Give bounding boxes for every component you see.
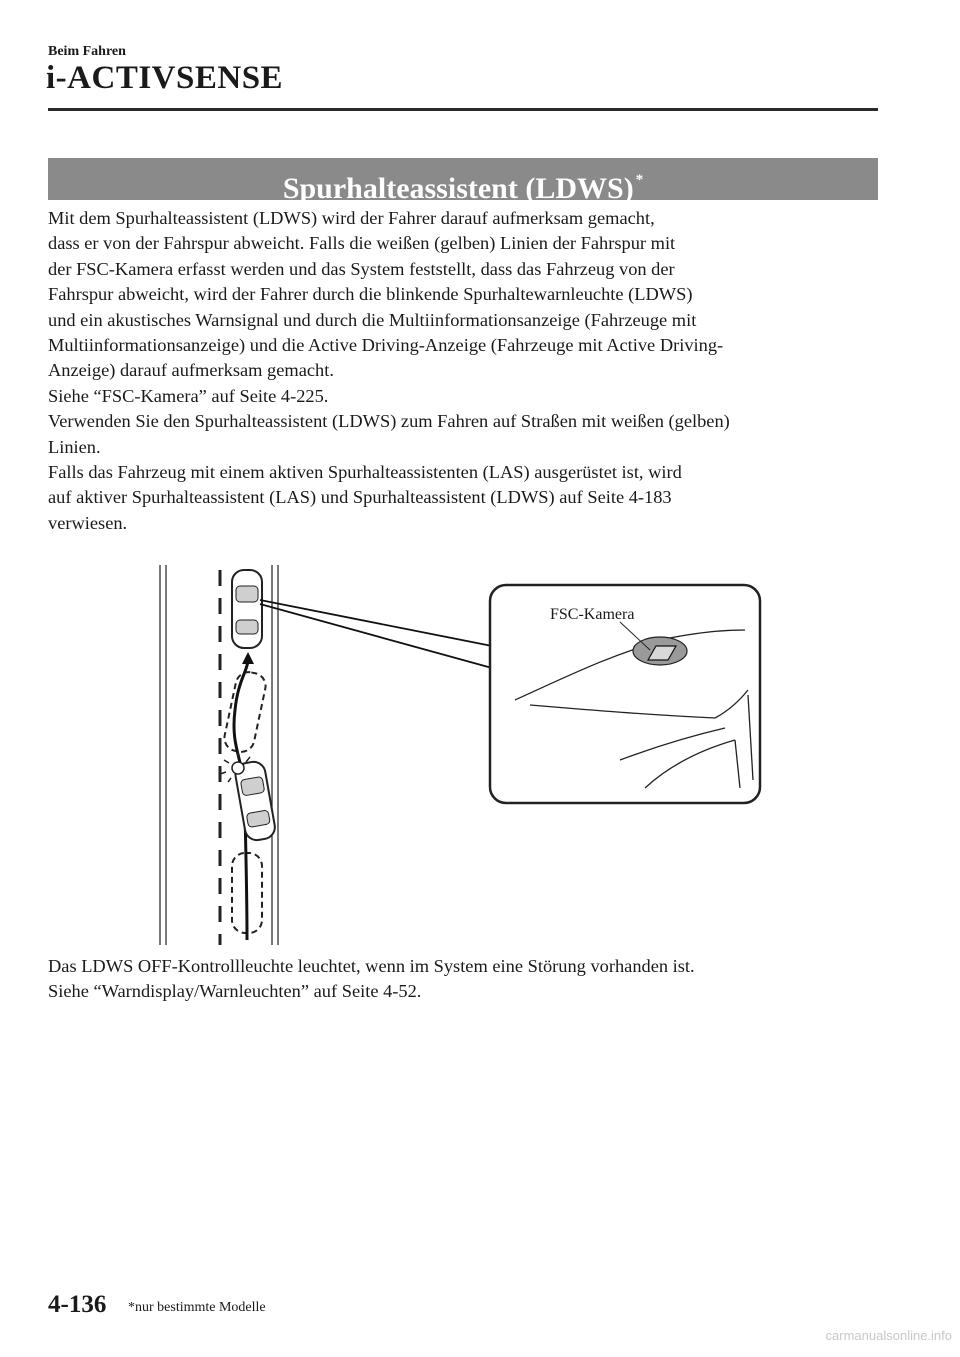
camera-label: FSC-Kamera xyxy=(550,606,635,623)
heading-title: Spurhalteassistent (LDWS) xyxy=(282,172,634,205)
road-edge-left xyxy=(160,565,166,945)
body-line: und ein akustisches Warnsignal und durch die Multiinformationsanzeige (Fahrzeuge mit xyxy=(48,309,697,330)
body-line: der FSC-Kamera erfasst werden und das System feststellt, dass das Fahrzeug von der xyxy=(48,258,675,279)
body-text xyxy=(48,206,893,536)
heading-bar xyxy=(48,158,878,205)
body-line: Falls das Fahrzeug mit einem aktiven Spurhalteassistenten (LAS) ausgerüstet ist, wird xyxy=(48,462,682,483)
body-line: dass er von der Fahrspur abweicht. Falls die weißen (gelben) Linien der Fahrspur mit xyxy=(48,233,676,254)
body-line: Multiinformationsanzeige) und die Active Driving-Anzeige (Fahrzeuge mit Active Driving- xyxy=(48,335,724,356)
note-text xyxy=(48,954,893,1005)
note-line: Das LDWS OFF-Kontrollleuchte leuchtet, wenn im System eine Störung vorhanden ist. xyxy=(48,956,695,976)
vehicle-path-outline xyxy=(222,670,268,754)
body-line: Fahrspur abweicht, wird der Fahrer durch die blinkende Spurhaltewarnleuchte (LDWS) xyxy=(48,284,693,305)
footnote-marker: * xyxy=(635,172,644,188)
camera-pointer-lines xyxy=(260,600,492,668)
body-line: Anzeige) darauf aufmerksam gemacht. xyxy=(48,360,334,381)
page-number: 4-136 xyxy=(48,1291,107,1318)
lane-departure-illustration xyxy=(150,560,770,950)
body-line: verwiesen. xyxy=(48,512,128,533)
body-line: Siehe “FSC-Kamera” auf Seite 4-225. xyxy=(48,385,329,406)
travel-direction-arrow xyxy=(242,652,254,664)
car-top-view xyxy=(232,570,262,648)
body-line: auf aktiver Spurhalteassistent (LAS) und Spurhalteassistent (LDWS) auf Seite 4-183 xyxy=(48,487,672,508)
footnote: *nur bestimmte Modelle xyxy=(128,1300,266,1315)
road-edge-right xyxy=(272,565,278,945)
chapter-label: Beim Fahren xyxy=(48,44,126,59)
body-line: Verwenden Sie den Spurhalteassistent (LDWS) zum Fahren auf Straßen mit weißen (gelben) xyxy=(48,411,730,432)
body-line: Linien. xyxy=(48,436,101,457)
body-line: Mit dem Spurhalteassistent (LDWS) wird der Fahrer darauf aufmerksam gemacht, xyxy=(48,208,655,228)
note-line: Siehe “Warndisplay/Warnleuchten” auf Seite 4-52. xyxy=(48,981,422,1002)
header-rule xyxy=(48,108,878,111)
section-title: i-ACTIVSENSE xyxy=(46,60,284,96)
watermark: carmanualsonline.info xyxy=(825,1328,952,1343)
